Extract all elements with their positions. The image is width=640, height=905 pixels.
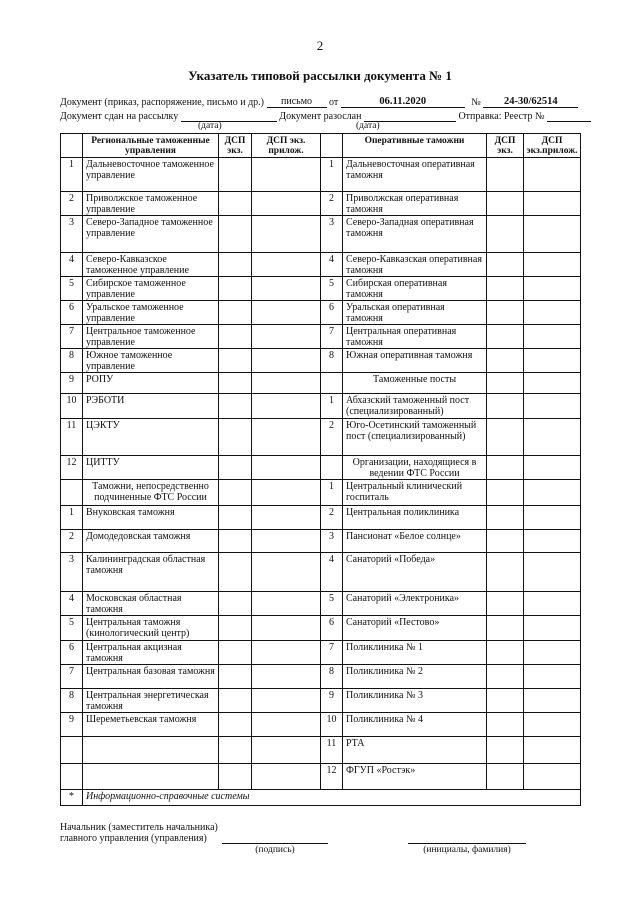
row-recipient-left: Домодедовская таможня (83, 530, 219, 553)
row-dsp-app-left (252, 456, 321, 480)
row-number-left: 8 (61, 349, 83, 373)
row-dsp-app-right (524, 480, 581, 506)
row-dsp-left (219, 665, 252, 689)
doc-prefix-label: Документ (приказ, распоряжение, письмо и др.) (60, 97, 265, 108)
row-dsp-app-left (252, 641, 321, 665)
row-recipient-right: Абхазский таможенный пост (специализированный) (343, 394, 487, 419)
row-number-right: 9 (321, 689, 343, 713)
table-row (61, 764, 581, 790)
table-row (61, 689, 581, 713)
row-dsp-app-right (524, 665, 581, 689)
row-dsp-left (219, 192, 252, 216)
row-number-right: 5 (321, 277, 343, 301)
row-dsp-app-right (524, 616, 581, 641)
row-recipient-left: Московская областная таможня (83, 592, 219, 616)
row-dsp-right (487, 641, 524, 665)
doc-type-value: письмо (267, 96, 327, 108)
table-row (61, 349, 581, 373)
row-dsp-left (219, 216, 252, 253)
row-dsp-app-left (252, 553, 321, 592)
table-row (61, 530, 581, 553)
dispatch-label: Отправка: (458, 111, 502, 122)
row-dsp-app-right (524, 216, 581, 253)
row-number-right (321, 456, 343, 480)
table-row (61, 480, 581, 506)
number-label: № (471, 97, 481, 108)
row-recipient-left: Калининградская областная таможня (83, 553, 219, 592)
meta-line-dispatch (60, 110, 591, 122)
row-dsp-left (219, 764, 252, 790)
row-number-left: 8 (61, 689, 83, 713)
date-caption-left: (дата) (198, 121, 222, 131)
row-recipient-right: Санаторий «Победа» (343, 553, 487, 592)
row-dsp-app-left (252, 277, 321, 301)
row-dsp-right (487, 737, 524, 764)
row-dsp-left (219, 158, 252, 192)
row-dsp-left (219, 480, 252, 506)
row-dsp-right (487, 394, 524, 419)
row-dsp-left (219, 689, 252, 713)
row-number-left: 6 (61, 301, 83, 325)
from-label: от (329, 97, 339, 108)
row-recipient-left: Северо-Западное таможенное управление (83, 216, 219, 253)
row-dsp-app-right (524, 689, 581, 713)
row-dsp-app-right (524, 277, 581, 301)
row-recipient-left: ЦЭКТУ (83, 419, 219, 456)
row-recipient-right: Северо-Кавказская оперативная таможня (343, 253, 487, 277)
row-number-right: 12 (321, 764, 343, 790)
table-header-row (61, 134, 581, 158)
row-number-right: 8 (321, 349, 343, 373)
row-dsp-right (487, 616, 524, 641)
row-dsp-right (487, 216, 524, 253)
row-number-right: 5 (321, 592, 343, 616)
table-row (61, 277, 581, 301)
row-dsp-app-left (252, 616, 321, 641)
row-dsp-app-right (524, 737, 581, 764)
row-dsp-right (487, 689, 524, 713)
row-dsp-app-left (252, 764, 321, 790)
row-recipient-left: Центральная таможня (кинологический центр) (83, 616, 219, 641)
row-recipient-right: Санаторий «Электроника» (343, 592, 487, 616)
row-recipient-right: Центральный клинический госпиталь (343, 480, 487, 506)
row-number-right: 7 (321, 325, 343, 349)
row-dsp-app-left (252, 713, 321, 737)
row-recipient-right: Санаторий «Пестово» (343, 616, 487, 641)
row-dsp-left (219, 616, 252, 641)
row-recipient-left: РЭБОТИ (83, 394, 219, 419)
row-dsp-left (219, 349, 252, 373)
row-number-left: 3 (61, 553, 83, 592)
row-dsp-app-left (252, 530, 321, 553)
row-number-left: 4 (61, 253, 83, 277)
row-recipient-right: Таможенные посты (343, 373, 487, 394)
header-dsp-app-right: ДСП экз.прилож. (524, 134, 581, 158)
row-recipient-right: Уральская оперативная таможня (343, 301, 487, 325)
row-dsp-app-left (252, 253, 321, 277)
sent-label: Документ разослан (279, 111, 362, 122)
row-number-left: 6 (61, 641, 83, 665)
table-row (61, 325, 581, 349)
row-number-right: 11 (321, 737, 343, 764)
row-dsp-left (219, 592, 252, 616)
meta-line-document (60, 96, 578, 108)
row-dsp-right (487, 553, 524, 592)
table-row (61, 592, 581, 616)
row-dsp-right (487, 301, 524, 325)
row-number-left: 9 (61, 373, 83, 394)
row-dsp-left (219, 641, 252, 665)
doc-number-value: 24-30/62514 (483, 96, 578, 108)
row-dsp-app-right (524, 456, 581, 480)
row-number-right: 4 (321, 553, 343, 592)
row-recipient-right: Поликлиника № 2 (343, 665, 487, 689)
row-dsp-app-left (252, 689, 321, 713)
row-recipient-right: Сибирская оперативная таможня (343, 277, 487, 301)
row-dsp-app-left (252, 349, 321, 373)
row-dsp-left (219, 373, 252, 394)
row-dsp-left (219, 301, 252, 325)
row-dsp-app-right (524, 394, 581, 419)
row-recipient-left: Центральная акцизная таможня (83, 641, 219, 665)
row-dsp-app-left (252, 301, 321, 325)
doc-date-value: 06.11.2020 (341, 96, 465, 108)
row-dsp-left (219, 277, 252, 301)
row-dsp-app-right (524, 349, 581, 373)
row-dsp-left (219, 456, 252, 480)
name-caption: (инициалы, фамилия) (423, 845, 511, 855)
row-number-left: 7 (61, 325, 83, 349)
distribution-table (60, 133, 581, 806)
row-recipient-right: Поликлиника № 4 (343, 713, 487, 737)
date-caption-right: (дата) (356, 121, 380, 131)
header-operational: Оперативные таможни (343, 134, 487, 158)
row-number-left: 2 (61, 192, 83, 216)
row-dsp-right (487, 158, 524, 192)
row-dsp-app-right (524, 419, 581, 456)
row-number-right: 10 (321, 713, 343, 737)
row-dsp-right (487, 665, 524, 689)
table-row (61, 641, 581, 665)
name-line (408, 843, 526, 844)
row-dsp-left (219, 506, 252, 530)
row-number-right: 1 (321, 394, 343, 419)
row-dsp-left (219, 394, 252, 419)
header-regional: Региональные таможенные управления (83, 134, 219, 158)
table-row (61, 216, 581, 253)
row-dsp-app-right (524, 373, 581, 394)
row-number-right: 4 (321, 253, 343, 277)
row-number-right (321, 373, 343, 394)
table-row (61, 373, 581, 394)
row-number-left (61, 764, 83, 790)
submitted-label: Документ сдан на рассылку (60, 111, 179, 122)
row-number-left: 9 (61, 713, 83, 737)
row-dsp-app-left (252, 158, 321, 192)
table-row (61, 301, 581, 325)
signature-caption: (подпись) (255, 845, 295, 855)
row-number-right: 6 (321, 301, 343, 325)
table-row (61, 506, 581, 530)
row-recipient-right: РТА (343, 737, 487, 764)
row-dsp-app-right (524, 553, 581, 592)
registry-label: Реестр № (503, 111, 545, 122)
row-dsp-right (487, 592, 524, 616)
row-recipient-right: Организации, находящиеся в ведении ФТС России (343, 456, 487, 480)
row-dsp-app-left (252, 665, 321, 689)
row-number-left: 7 (61, 665, 83, 689)
header-num-left (61, 134, 83, 158)
row-recipient-right: Центральная оперативная таможня (343, 325, 487, 349)
row-dsp-left (219, 419, 252, 456)
row-number-right: 3 (321, 530, 343, 553)
row-dsp-left (219, 325, 252, 349)
row-number-left: 1 (61, 158, 83, 192)
row-dsp-right (487, 480, 524, 506)
row-number-left (61, 480, 83, 506)
info-systems-label: Информационно-справочные системы (83, 790, 581, 806)
row-dsp-app-left (252, 737, 321, 764)
row-dsp-right (487, 325, 524, 349)
row-number-right: 3 (321, 216, 343, 253)
row-number-right: 2 (321, 192, 343, 216)
table-row (61, 192, 581, 216)
row-number-left: 11 (61, 419, 83, 456)
row-number-right: 1 (321, 158, 343, 192)
row-dsp-right (487, 713, 524, 737)
row-recipient-left: Приволжское таможенное управление (83, 192, 219, 216)
row-recipient-right: Пансионат «Белое солнце» (343, 530, 487, 553)
row-number-right: 7 (321, 641, 343, 665)
row-dsp-left (219, 253, 252, 277)
row-number-left: 4 (61, 592, 83, 616)
table-row (61, 713, 581, 737)
row-dsp-app-right (524, 158, 581, 192)
row-recipient-left: Сибирское таможенное управление (83, 277, 219, 301)
table-row (61, 665, 581, 689)
row-recipient-left: Дальневосточное таможенное управление (83, 158, 219, 192)
row-number-right: 2 (321, 506, 343, 530)
row-dsp-app-right (524, 325, 581, 349)
info-systems-mark: * (61, 790, 83, 806)
footer-position-line2: главного управления (управления) (60, 833, 207, 844)
row-recipient-left: Центральная энергетическая таможня (83, 689, 219, 713)
row-dsp-app-left (252, 592, 321, 616)
row-dsp-app-right (524, 530, 581, 553)
table-row (61, 553, 581, 592)
row-dsp-app-left (252, 325, 321, 349)
row-recipient-right: Юго-Осетинский таможенный пост (специализированный) (343, 419, 487, 456)
row-dsp-app-left (252, 506, 321, 530)
signature-line (222, 843, 328, 844)
table-row (61, 394, 581, 419)
row-recipient-left: Шереметьевская таможня (83, 713, 219, 737)
row-recipient-left: Северо-Кавказское таможенное управление (83, 253, 219, 277)
row-recipient-right: Северо-Западная оперативная таможня (343, 216, 487, 253)
row-recipient-left (83, 737, 219, 764)
row-recipient-left: РОПУ (83, 373, 219, 394)
row-dsp-app-left (252, 216, 321, 253)
row-dsp-right (487, 277, 524, 301)
row-dsp-app-right (524, 713, 581, 737)
row-dsp-app-right (524, 253, 581, 277)
row-dsp-app-left (252, 394, 321, 419)
table-row (61, 158, 581, 192)
row-recipient-right: ФГУП «Ростэк» (343, 764, 487, 790)
footer-position-line1: Начальник (заместитель начальника) (60, 822, 218, 833)
row-number-right: 8 (321, 665, 343, 689)
row-dsp-app-right (524, 764, 581, 790)
row-dsp-right (487, 764, 524, 790)
row-dsp-left (219, 530, 252, 553)
row-number-left: 10 (61, 394, 83, 419)
row-recipient-left: Южное таможенное управление (83, 349, 219, 373)
row-number-right: 2 (321, 419, 343, 456)
row-dsp-app-right (524, 301, 581, 325)
row-dsp-app-right (524, 592, 581, 616)
header-dsp-left: ДСП экз. (219, 134, 252, 158)
table-row (61, 456, 581, 480)
header-dsp-right: ДСП экз. (487, 134, 524, 158)
row-recipient-right: Дальневосточная оперативная таможня (343, 158, 487, 192)
row-recipient-left: Центральная базовая таможня (83, 665, 219, 689)
row-dsp-app-left (252, 373, 321, 394)
row-number-left: 2 (61, 530, 83, 553)
row-recipient-right: Поликлиника № 3 (343, 689, 487, 713)
row-recipient-left: ЦИТТУ (83, 456, 219, 480)
row-recipient-right: Поликлиника № 1 (343, 641, 487, 665)
registry-number-field (547, 110, 591, 122)
row-number-left: 12 (61, 456, 83, 480)
row-dsp-app-right (524, 506, 581, 530)
row-dsp-app-left (252, 192, 321, 216)
table-row (61, 616, 581, 641)
row-dsp-app-right (524, 641, 581, 665)
row-recipient-left (83, 764, 219, 790)
table-row (61, 737, 581, 764)
table-row (61, 253, 581, 277)
table-row (61, 419, 581, 456)
row-dsp-app-right (524, 192, 581, 216)
row-number-right: 1 (321, 480, 343, 506)
row-dsp-right (487, 349, 524, 373)
row-dsp-right (487, 530, 524, 553)
page-number: 2 (316, 38, 324, 53)
row-dsp-right (487, 506, 524, 530)
row-number-right: 6 (321, 616, 343, 641)
row-dsp-app-left (252, 419, 321, 456)
info-systems-row (61, 790, 581, 806)
row-recipient-right: Южная оперативная таможня (343, 349, 487, 373)
row-dsp-right (487, 456, 524, 480)
submitted-date-field (181, 110, 277, 122)
row-number-left: 5 (61, 277, 83, 301)
row-dsp-app-left (252, 480, 321, 506)
row-recipient-left: Таможни, непосредственно подчиненные ФТС России (83, 480, 219, 506)
row-number-left: 5 (61, 616, 83, 641)
row-recipient-left: Центральное таможенное управление (83, 325, 219, 349)
row-dsp-right (487, 192, 524, 216)
row-number-left: 1 (61, 506, 83, 530)
row-recipient-left: Уральское таможенное управление (83, 301, 219, 325)
row-number-left: 3 (61, 216, 83, 253)
row-dsp-left (219, 737, 252, 764)
document-title: Указатель типовой рассылки документа № 1 (188, 68, 452, 83)
row-dsp-right (487, 253, 524, 277)
row-recipient-right: Центральная поликлиника (343, 506, 487, 530)
row-dsp-right (487, 419, 524, 456)
row-dsp-right (487, 373, 524, 394)
row-recipient-left: Внуковская таможня (83, 506, 219, 530)
row-number-left (61, 737, 83, 764)
header-dsp-app-left: ДСП экз. прилож. (252, 134, 321, 158)
row-recipient-right: Приволжская оперативная таможня (343, 192, 487, 216)
row-dsp-left (219, 553, 252, 592)
table-body (61, 158, 581, 790)
header-num-right (321, 134, 343, 158)
row-dsp-left (219, 713, 252, 737)
